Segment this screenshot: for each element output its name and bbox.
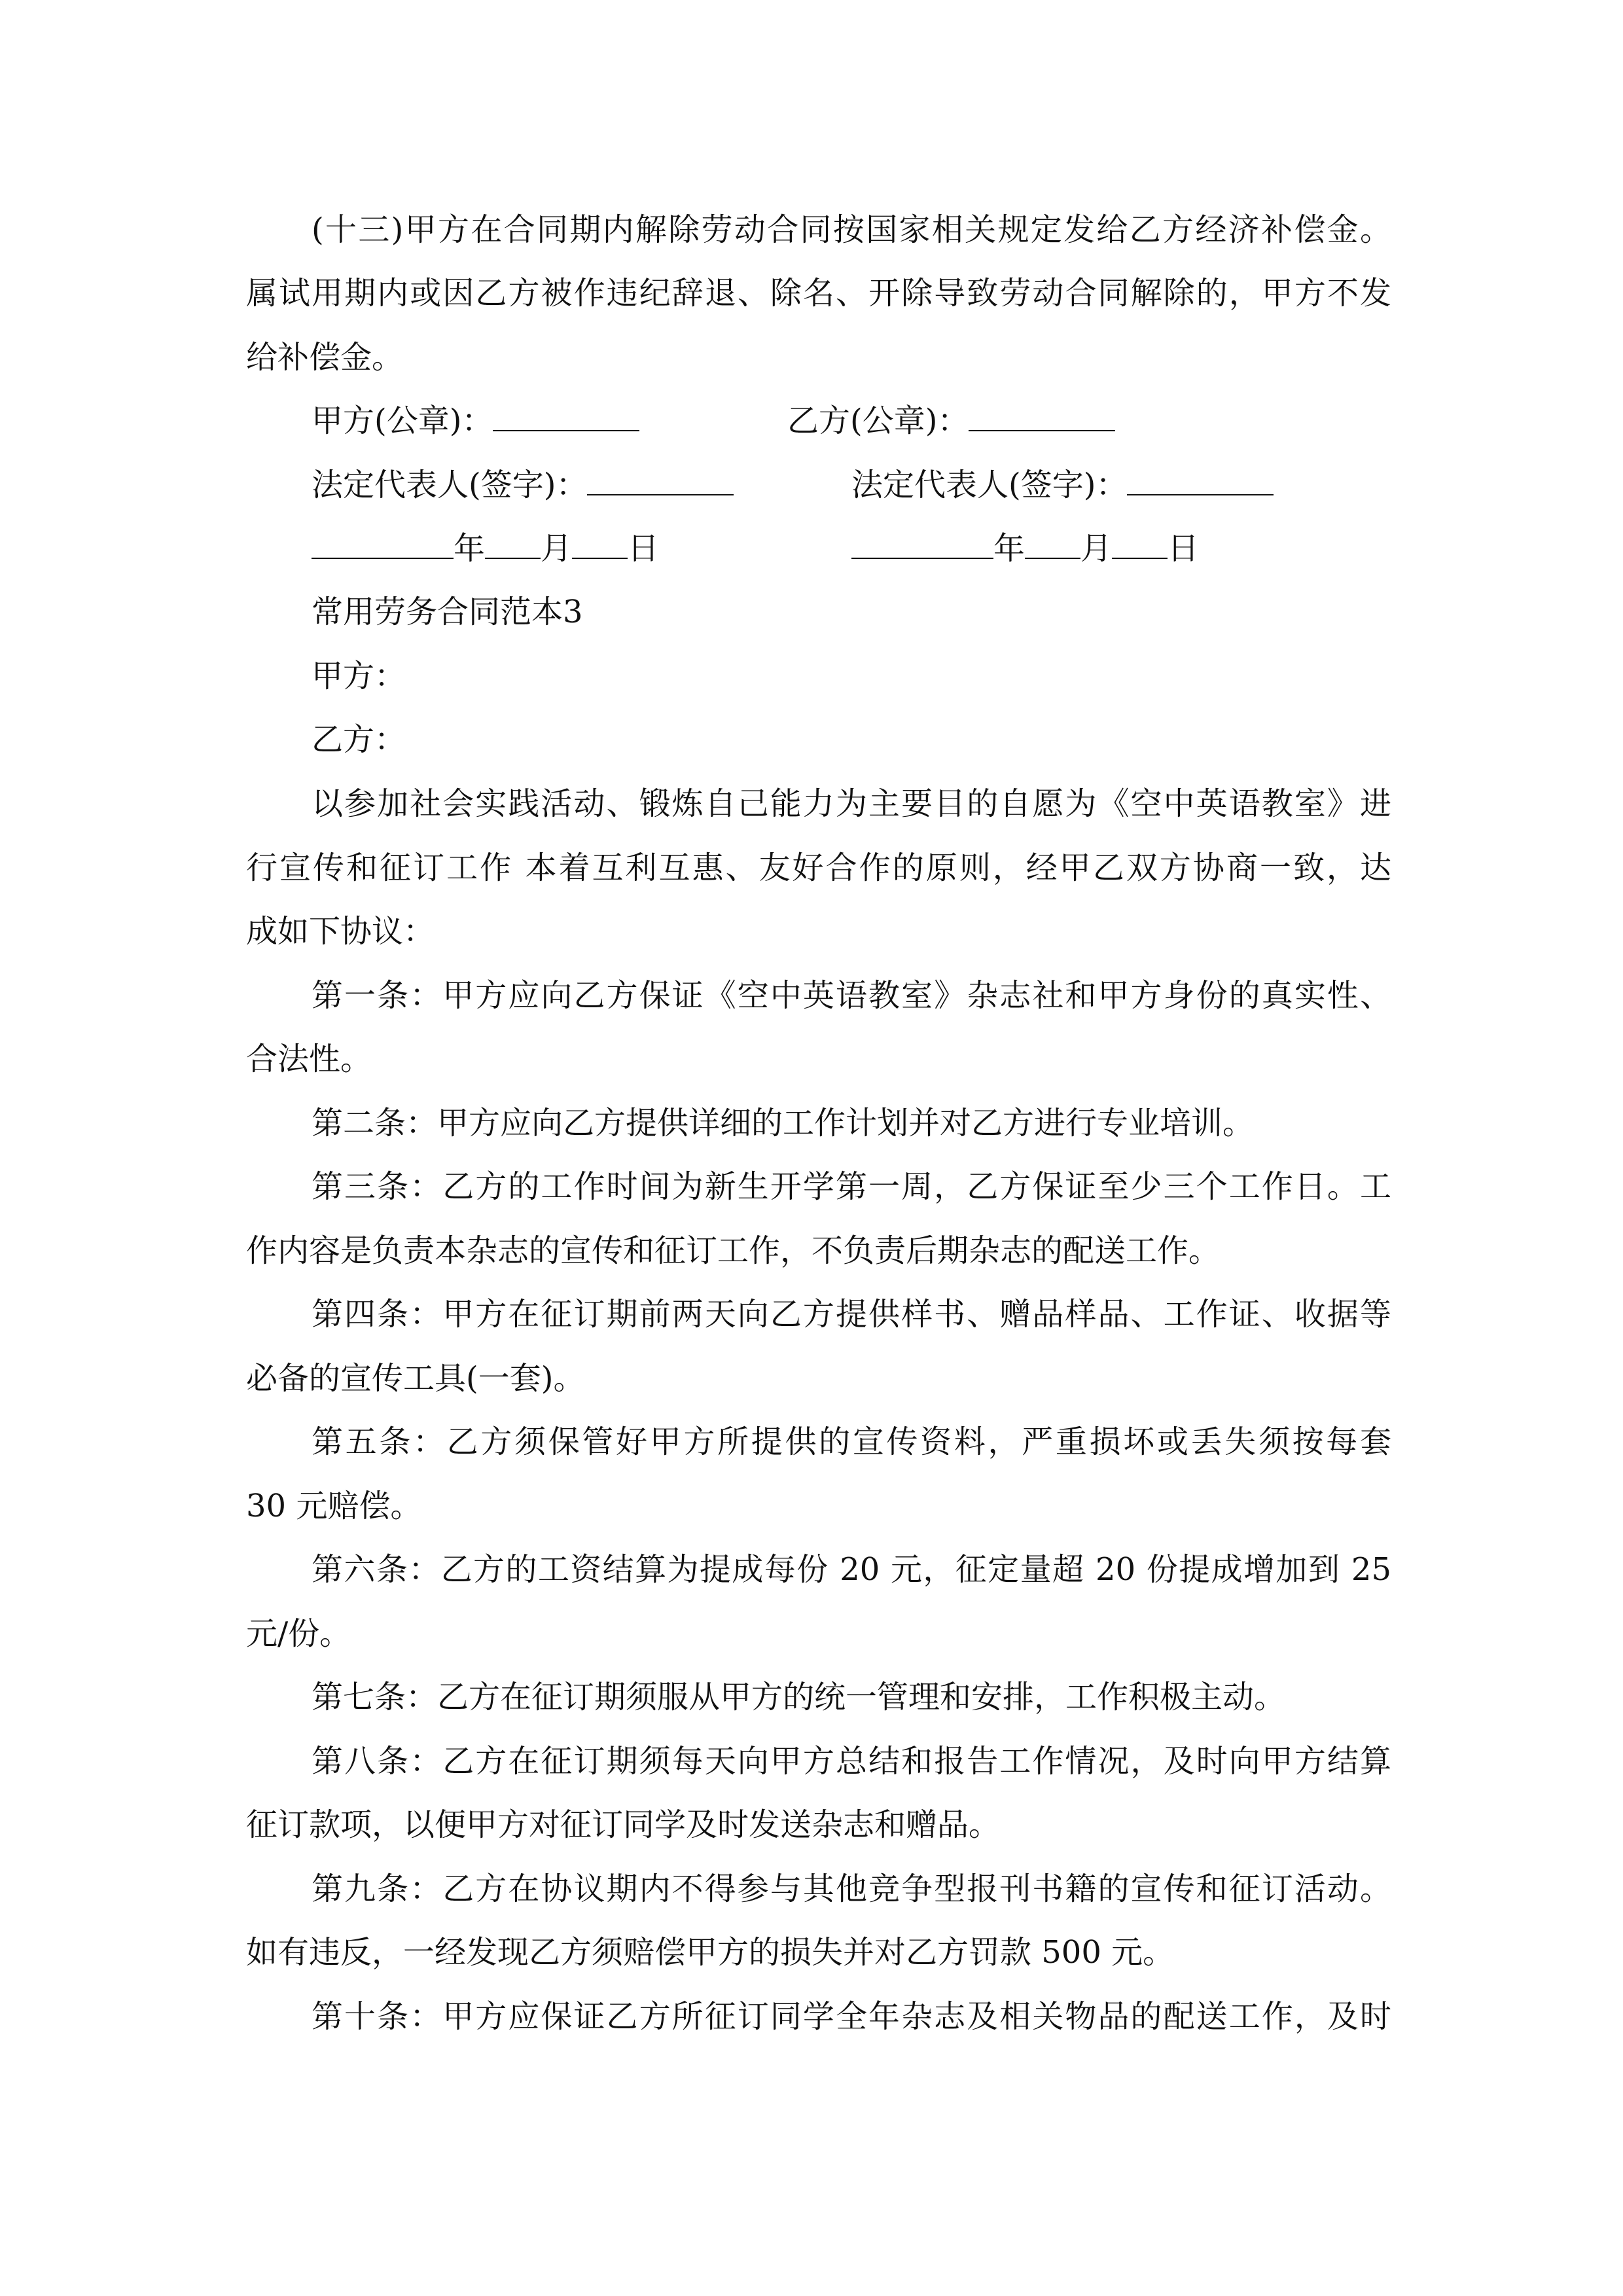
clause-line: 第七条：乙方在征订期须服从甲方的统一管理和安排，工作积极主动。: [312, 1679, 1286, 1715]
party-b-seal-field: [787, 401, 1115, 440]
party-a-date-field: [312, 529, 659, 568]
signature-blank: [493, 401, 639, 431]
day-blank: [572, 529, 628, 559]
day-label: 日: [1168, 530, 1200, 567]
party-a-label: 甲方：: [312, 658, 406, 694]
month-blank: [1025, 529, 1080, 559]
party-b-seal-label: 乙方(公章)：: [787, 403, 969, 439]
day-blank: [1112, 529, 1168, 559]
party-a-seal-field: [312, 401, 639, 440]
year-blank: [851, 529, 993, 559]
clause-line: 征订款项，以便甲方对征订同学及时发送杂志和赠品。: [246, 1806, 1001, 1843]
contract-title: 常用劳务合同范本3: [312, 594, 583, 630]
signature-blank: [587, 465, 734, 495]
party-b-label: 乙方：: [312, 721, 406, 758]
month-label: 月: [1080, 530, 1113, 567]
clause-line: 第九条：乙方在协议期内不得参与其他竞争型报刊书籍的宣传和征订活动。: [312, 1871, 1391, 1907]
party-b-rep-label: 法定代表人(签字)：: [851, 467, 1128, 503]
clause-line: 第五条：乙方须保管好甲方所提供的宣传资料，严重损坏或丢失须按每套: [312, 1424, 1391, 1460]
year-label: 年: [454, 530, 486, 567]
clause-line: 30 元赔偿。: [246, 1488, 422, 1524]
clause-line: 第四条：甲方在征订期前两天向乙方提供样书、赠品样品、工作证、收据等: [312, 1296, 1391, 1333]
section13-line: 属试用期内或因乙方被作违纪辞退、除名、开除导致劳动合同解除的，甲方不发: [246, 275, 1391, 312]
clause-line: 第二条：甲方应向乙方提供详细的工作计划并对乙方进行专业培训。: [312, 1105, 1255, 1141]
clause-line: 合法性。: [246, 1041, 372, 1077]
year-label: 年: [993, 530, 1026, 567]
clause-line: 行宣传和征订工作 本着互利互惠、友好合作的原则，经甲乙双方协商一致，达: [246, 850, 1391, 886]
party-a-rep-field: [312, 465, 734, 505]
party-b-date-field: [851, 529, 1199, 568]
party-a-rep-label: 法定代表人(签字)：: [312, 467, 588, 503]
clause-line: 第六条：乙方的工资结算为提成每份 20 元，征定量超 20 份提成增加到 25: [312, 1551, 1391, 1588]
clause-line: 如有违反，一经发现乙方须赔偿甲方的损失并对乙方罚款 500 元。: [246, 1934, 1175, 1971]
section13-line: 给补偿金。: [246, 339, 404, 376]
clause-line: 成如下协议：: [246, 913, 435, 950]
party-b-rep-field: [851, 465, 1274, 505]
clause-line: 以参加社会实践活动、锻炼自己能力为主要目的自愿为《空中英语教室》进: [312, 785, 1391, 822]
year-blank: [312, 529, 454, 559]
signature-blank: [969, 401, 1115, 431]
signature-blank: [1127, 465, 1274, 495]
clause-line: 必备的宣传工具(一套)。: [246, 1360, 585, 1397]
clause-line: 第三条：乙方的工作时间为新生开学第一周，乙方保证至少三个工作日。工: [312, 1168, 1391, 1205]
clause-line: 第一条：甲方应向乙方保证《空中英语教室》杂志社和甲方身份的真实性、: [312, 977, 1391, 1014]
section13-line: (十三)甲方在合同期内解除劳动合同按国家相关规定发给乙方经济补偿金。: [312, 211, 1391, 248]
day-label: 日: [628, 530, 660, 567]
clause-line: 元/份。: [246, 1615, 351, 1652]
clause-line: 作内容是负责本杂志的宣传和征订工作，不负责后期杂志的配送工作。: [246, 1232, 1221, 1269]
clause-line: 第八条：乙方在征订期须每天向甲方总结和报告工作情况，及时向甲方结算: [312, 1743, 1391, 1780]
party-a-seal-label: 甲方(公章)：: [312, 403, 493, 439]
month-label: 月: [541, 530, 573, 567]
clause-line: 第十条：甲方应保证乙方所征订同学全年杂志及相关物品的配送工作，及时: [312, 1998, 1391, 2035]
month-blank: [485, 529, 541, 559]
